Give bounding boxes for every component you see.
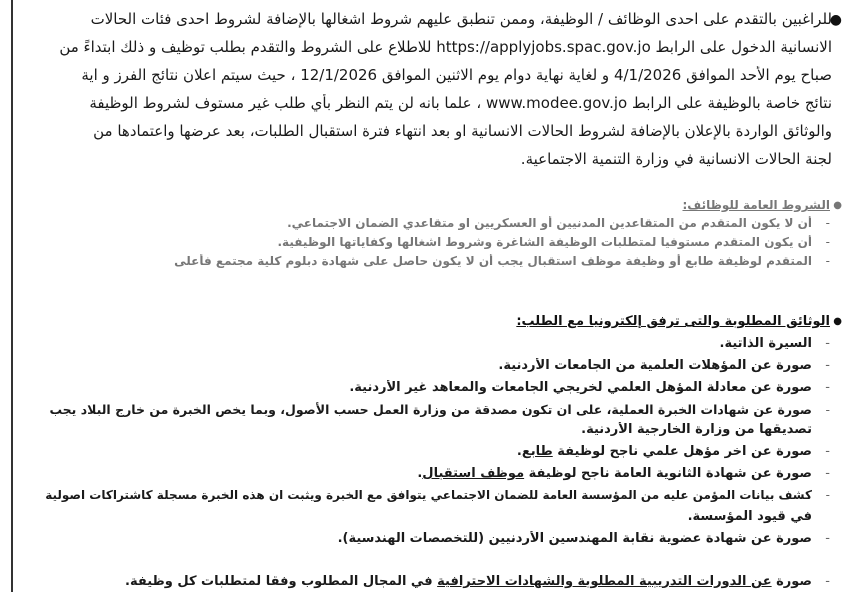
condition-text: أن يكون المتقدم مستوفيا لمتطلبات الوظيفة الشاغرة وشروط اشغالها وكفاياتها الوظيفية.: [277, 235, 812, 249]
document-item: -صورة عن شهادة الثانوية العامة ناجح لوظيفة موظف استقبال.: [417, 466, 830, 481]
intro-line: نتائج خاصة بالوظيفة على الرابط www.modee.gov.jo ، علما بانه لن يتم النظر بأي طلب غير مستوف لشروط الوظيفة: [89, 94, 832, 112]
bullet-icon: ●: [833, 316, 842, 327]
intro-line: صباح يوم الأحد الموافق 4/1/2026 و لغاية نهاية دوام يوم الاثنين الموافق 12/1/2026 ، حيث سيتم اعلان نتائج الفرز و اية: [81, 66, 832, 84]
condition-item: -أن لا يكون المتقدم من المتقاعدين المدنيين أو العسكريين او متقاعدي الضمان الاجتماعي.: [287, 216, 830, 230]
document-text: صورة عن شهادة عضوية نقابة المهندسين الأردنيين (للتخصصات الهندسية).: [337, 531, 812, 546]
condition-text: أن لا يكون المتقدم من المتقاعدين المدنيين أو العسكريين او متقاعدي الضمان الاجتماعي.: [287, 216, 812, 230]
document-text: صورة عن شهادة الثانوية العامة ناجح لوظيفة: [524, 466, 812, 481]
underlined-text: عن الدورات التدريبية المطلوبة والشهادات الاحترافية: [437, 574, 772, 589]
page-border: [11, 0, 13, 592]
document-text: كشف بيانات المؤمن عليه من المؤسسة العامة للضمان الاجتماعي يتوافق مع الخبرة ويثبت ان هذه الخبرة مسجلة كاشتراكات اصولية: [45, 488, 812, 502]
document-item: -صورة عن شهادات الخبرة العملية، على ان تكون مصدقة من وزارة العمل حسب الأصول، وبما يخص الخبرة من خارج البلاد يجب: [49, 402, 830, 417]
document-item: -صورة عن اخر مؤهل علمي ناجح لوظيفة طابع.: [516, 444, 830, 459]
document-text: .: [516, 444, 522, 459]
document-item-continued: في قيود المؤسسة.: [687, 509, 812, 524]
document-item: -كشف بيانات المؤمن عليه من المؤسسة العامة للضمان الاجتماعي يتوافق مع الخبرة ويثبت ان هذه الخبرة مسجلة كاشتراكات اصولية: [45, 488, 830, 502]
document-text: صورة: [771, 574, 812, 589]
intro-line: لجنة الحالات الانسانية في وزارة التنمية الاجتماعية.: [520, 150, 832, 168]
condition-item: -أن يكون المتقدم مستوفيا لمتطلبات الوظيفة الشاغرة وشروط اشغالها وكفاياتها الوظيفية.: [277, 235, 830, 249]
condition-text: المتقدم لوظيفة طابع أو وظيفة موظف استقبال يجب أن لا يكون حاصل على شهادة دبلوم كلية مجتمع فأعلى: [174, 254, 812, 268]
condition-item: -المتقدم لوظيفة طابع أو وظيفة موظف استقبال يجب أن لا يكون حاصل على شهادة دبلوم كلية مجتمع فأعلى: [174, 254, 830, 268]
intro-line: الانسانية الدخول على الرابط https://applyjobs.spac.gov.jo للاطلاع على الشروط والتقدم بطلب توظيف و ذلك ابتداءً من: [59, 38, 832, 56]
document-text: صورة عن شهادات الخبرة العملية، على ان تكون مصدقة من وزارة العمل حسب الأصول، وبما يخص الخبرة من خارج البلاد يجب: [49, 402, 812, 417]
document-item: -صورة عن المؤهلات العلمية من الجامعات الأردنية.: [498, 358, 830, 373]
bullet-icon: ●: [829, 12, 842, 28]
document-item: -صورة عن معادلة المؤهل العلمي لخريجي الجامعات والمعاهد غير الأردنية.: [349, 380, 830, 395]
underlined-text: موظف استقبال: [422, 466, 525, 481]
document-text: في المجال المطلوب وفقا لمتطلبات كل وظيفة.: [125, 574, 438, 589]
document-text: السيرة الذاتية.: [719, 336, 812, 351]
document-text: صورة عن اخر مؤهل علمي ناجح لوظيفة: [552, 444, 812, 459]
document-text: .: [417, 466, 423, 481]
bullet-icon: ●: [833, 200, 842, 211]
document-text: صورة عن معادلة المؤهل العلمي لخريجي الجامعات والمعاهد غير الأردنية.: [349, 380, 812, 395]
general-conditions-title: الشروط العامة للوظائف:: [682, 198, 830, 212]
document-item: -السيرة الذاتية.: [719, 336, 830, 351]
intro-line: للراغبين بالتقدم على احدى الوظائف / الوظيفة، وممن تنطبق عليهم شروط اشغالها بالإضافة لشروط احدى فئات الحالات: [90, 10, 832, 28]
documents-title: الوثائق المطلوبة والتى ترفق إلكترونيا مع الطلب:: [516, 314, 830, 329]
intro-line: والوثائق الواردة بالإعلان بالإضافة لشروط الحالات الانسانية او بعد انتهاء فترة استقبال الطلبات، بعد عرضها واعتمادها من: [93, 122, 832, 140]
underlined-text: طابع: [521, 444, 553, 459]
document-item-continued: تصديقها من وزارة الخارجية الأردنية.: [581, 422, 812, 437]
document-text: صورة عن المؤهلات العلمية من الجامعات الأردنية.: [498, 358, 812, 373]
document-item: -صورة عن شهادة عضوية نقابة المهندسين الأردنيين (للتخصصات الهندسية).: [337, 531, 830, 546]
document-item: -صورة عن الدورات التدريبية المطلوبة والشهادات الاحترافية في المجال المطلوب وفقا لمتطلبات كل وظيفة.: [125, 574, 830, 589]
